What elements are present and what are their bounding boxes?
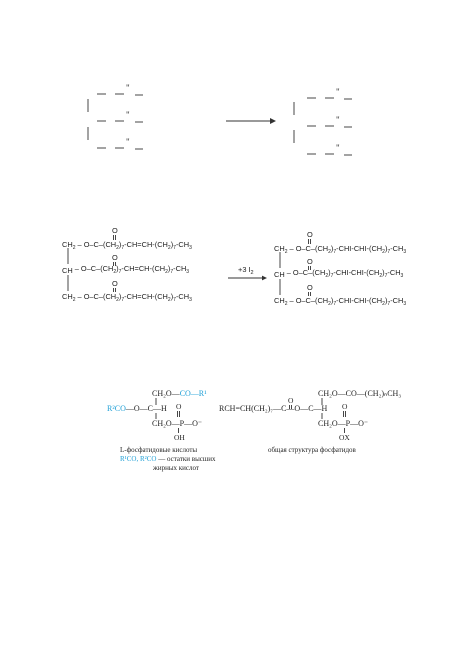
scheme-1-o-mark: " — [336, 115, 340, 125]
scheme-1-o-mark: " — [336, 143, 340, 153]
svg-text:CH2 – O–C–(CH2)7-CHI-CHI-(CH2): $CH_2 - O-C-(CH_2)_7-CHI-CHI-(CH_2)_7-CH_3$ — [274, 296, 407, 307]
scheme-2-right-row-2 — [274, 257, 404, 279]
scheme-1-o-mark: " — [126, 137, 130, 147]
carbonyl-oxygen: O — [307, 283, 313, 292]
scheme-2-left-molecule — [62, 226, 192, 303]
reagent-label: +3 $I_2$ — [238, 265, 254, 276]
ester-carbonyl-oxygen: O — [288, 396, 294, 405]
carbonyl-oxygen: O — [112, 253, 118, 262]
svg-text:CH2 – O–C–(CH2)7-CHI-CHI-(CH2): $CH_2 - O-C-(CH_2)_7-CHI-CHI-(CH_2)_7-CH_3$ — [274, 244, 407, 255]
carbonyl-oxygen: O — [112, 279, 118, 288]
carbonyl-oxygen: O — [112, 226, 118, 235]
scheme-2-right-row-3 — [274, 283, 406, 307]
scheme-2-right-row-1 — [274, 230, 406, 255]
phosphatidic-acid-structure — [107, 389, 216, 472]
svg-text:CH – O–C–(CH2)7-CH=CH-(CH2)7-C: CH – $O-C-(CH_2)_7-CH=CH-(CH_2)_7-CH_3$ — [62, 264, 190, 275]
svg-text:CH₂O—P—O⁻: CH₂O—P—O⁻ — [152, 419, 203, 428]
scheme-1-o-mark: " — [126, 83, 130, 93]
scheme-1-right-molecule — [294, 87, 352, 155]
scheme-1-reaction-arrow — [226, 118, 276, 124]
scheme-1-o-mark: " — [336, 87, 340, 97]
carbonyl-oxygen: O — [307, 257, 313, 266]
scheme-2-reagent-arrow — [228, 265, 267, 280]
phosphate-oxo: O — [176, 402, 182, 411]
phosphate-hydroxy: OH — [174, 433, 185, 442]
svg-text:CH₂O—CO—R¹: CH₂O—CO—R¹ — [152, 389, 207, 398]
scheme-2-left-row-3 — [62, 279, 192, 303]
phosphatidic-acid-caption: L-фосфатидовые кислоты — [120, 446, 198, 454]
phosphate-ox: OX — [339, 433, 350, 442]
phosphatide-general-structure — [219, 389, 401, 454]
svg-text:R²CO—O—C—H: R²CO—O—C—H — [107, 404, 167, 413]
scheme-2-right-molecule — [274, 230, 406, 307]
scheme-1-left-molecule — [88, 83, 143, 149]
scheme-1-o-mark: " — [126, 110, 130, 120]
scheme-2-left-row-1 — [62, 226, 192, 251]
svg-text:CH₂O—P—O⁻: CH₂O—P—O⁻ — [318, 419, 369, 428]
carbonyl-oxygen: O — [307, 230, 313, 239]
svg-text:CH₂O—CO—(CH₂)ₙCH₃: CH₂O—CO—(CH₂)ₙCH₃ — [318, 389, 402, 398]
phosphatide-caption: общая структура фосфатидов — [268, 446, 356, 454]
svg-text:CH – O–C–(CH2)7-CHI-CHI-(CH2)7: CH – $O-C-(CH_2)_7-CHI-CHI-(CH_2)_7-CH_3$ — [274, 268, 404, 279]
acyl-note: R¹CO, R²CO — остатки высших — [120, 455, 216, 463]
svg-text:CH2 – O–C–(CH2)7-CH=CH-(CH2)7-: $CH_2 - O-C-(CH_2)_7-CH=CH-(CH_2)_7-CH_3$ — [62, 292, 192, 303]
scheme-2-left-row-2 — [62, 253, 189, 275]
svg-text:CH2 – O–C–(CH2)7-CH=CH-(CH2)7-: $CH_2 - O-C-(CH_2)_7-CH=CH-(CH_2)_7-CH_3$ — [62, 240, 192, 251]
phosphate-oxo: O — [342, 402, 348, 411]
svg-text:RCH=CH(CH₂)₇—C—O—C—H: RCH=CH(CH₂)₇—C—O—C—H — [219, 404, 328, 413]
acyl-note-line-2: жирных кислот — [153, 464, 199, 472]
